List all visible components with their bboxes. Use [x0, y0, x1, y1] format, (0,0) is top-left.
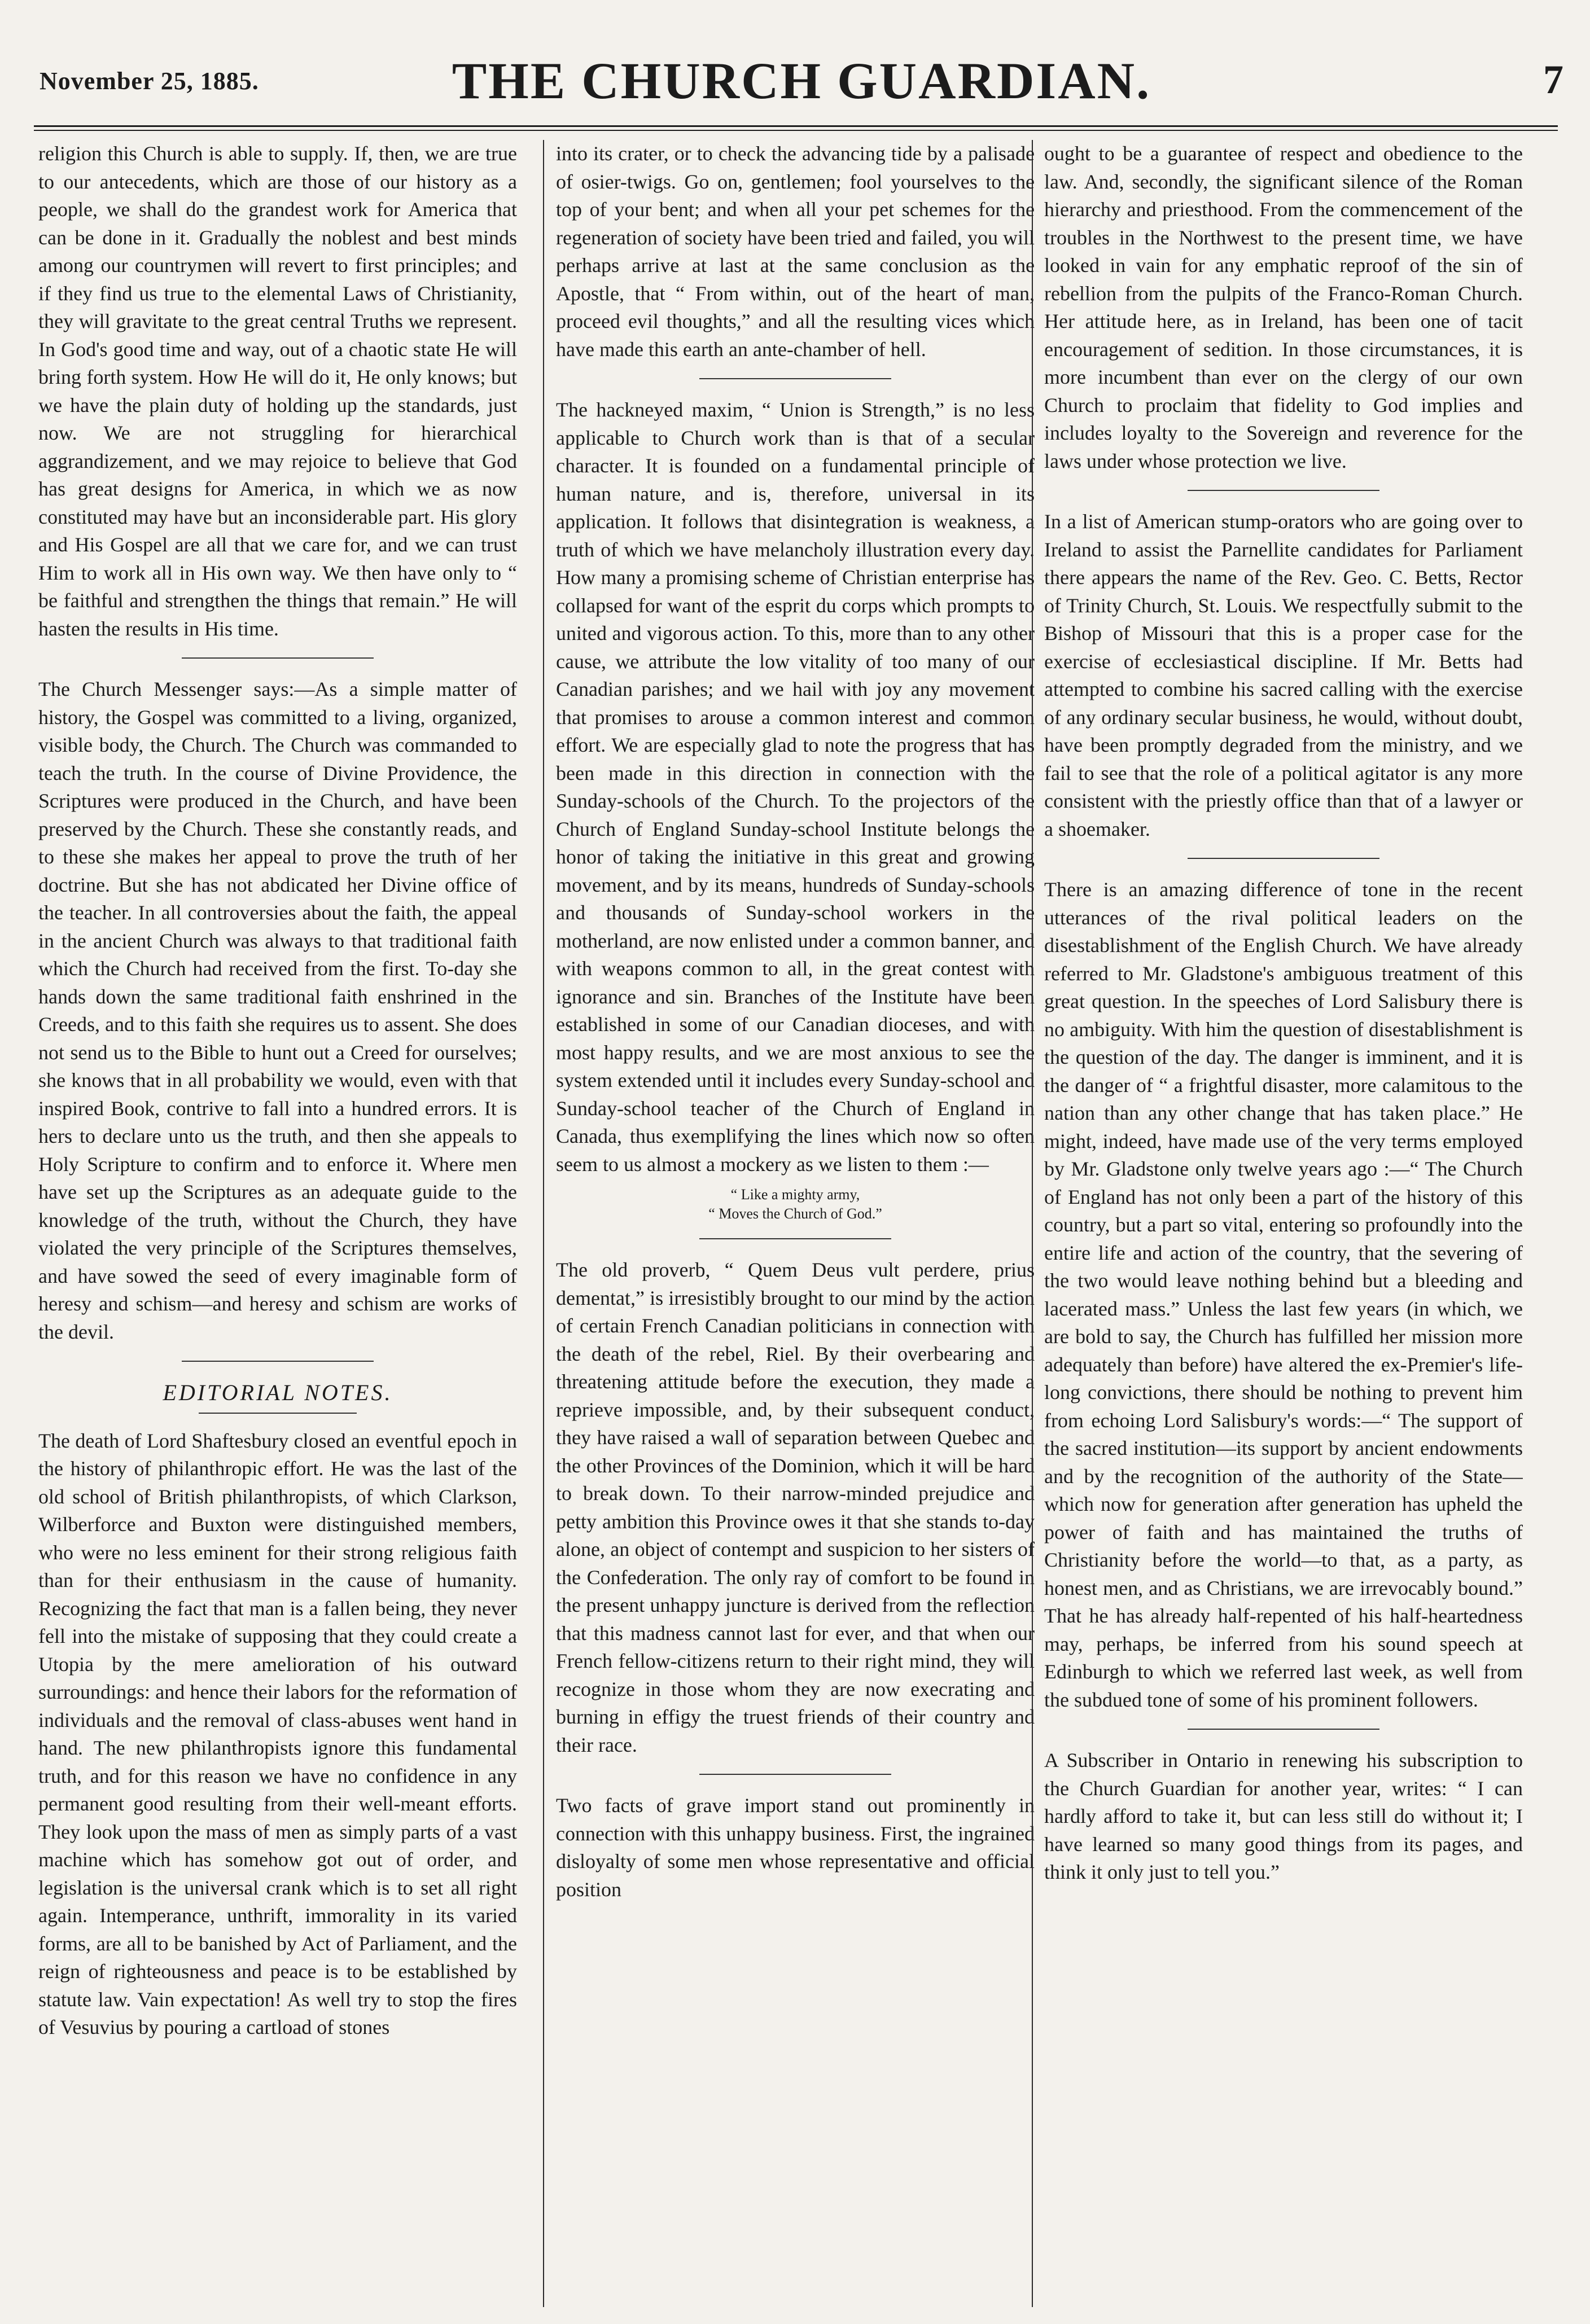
heading-rule	[199, 1413, 357, 1414]
masthead	[40, 0, 1563, 124]
verse-quote	[556, 1185, 1035, 1224]
article-paragraph: The Church Messenger says:—As a simple matter of history, the Gospel was committed to a living, organized, visible body, the Church. The Church was commanded to teach the truth. In the course of Divine Providence, the Scriptures were produced in the Church, and have been preserved by the Church. These she constantly reads, and to these she makes her appeal to prove the truth of her doctrine. But she has not abdicated her Divine office of the teacher. In all controversies about the faith, the appeal in the ancient Church was always to that traditional faith which the Church had received from the first. To-day she hands down the same traditional faith enshrined in the Creeds, and to this faith she requires us to assent. She does not send us to the Bible to hunt out a Creed for ourselves; she knows that in all probability we would, even with that inspired Book, contrive to fall into a hundred errors. It is hers to declare unto us the truth, and then she appeals to Holy Scripture to confirm and to enforce it. Where men have set up the Scriptures as an adequate guide to the knowledge of the truth, without the Church, they have violated the very principle of the Scriptures themselves, and have sowed the seed of every imaginable form of heresy and schism—and heresy and schism are works of the devil.	[38, 678, 517, 1343]
newspaper-title: THE CHURCH GUARDIAN.	[452, 52, 1151, 109]
article-paragraph: ought to be a guarantee of respect and obedience to the law. And, secondly, the significant silence of the Roman hierarchy and priesthood. From the commencement of the troubles in the Northwest to the present time, we have looked in vain for any emphatic reproof of the sin of rebellion from the pulpits of the Franco-Roman Church. Her attitude here, as in Ireland, has been one of tacit encouragement of sedition. In those circumstances, it is more incumbent than ever on the clergy of our own Church to proclaim that fidelity to God implies and includes loyalty to the Sovereign and reverence for the laws under whose protection we live.	[1044, 142, 1523, 472]
section-separator	[182, 657, 374, 659]
article-paragraph: In a list of American stump-orators who are going over to Ireland to assist the Parnellite candidates for Parliament there appears the name of the Rev. Geo. C. Betts, Rector of Trinity Church, St. Louis. We respectfully submit to the Bishop of Missouri that this is a proper case for the exercise of ecclesiastical discipline. If Mr. Betts had attempted to combine his sacred calling with the exercise of any ordinary secular business, he would, without doubt, have been promptly degraded from the ministry, and we fail to see that the role of a political agitator is any more consistent with the priestly office than that of a lawyer or a shoemaker.	[1044, 510, 1523, 840]
article-paragraph: A Subscriber in Ontario in renewing his subscription to the Church Guardian for another year, writes: “ I can hardly afford to take it, but can less still do without it; I have learned so many good things from its pages, and think it only just to tell you.”	[1044, 1749, 1523, 1883]
masthead-rule-thin	[34, 130, 1558, 131]
article-paragraph: into its crater, or to check the advancing tide by a palisade of osier-twigs. Go on, gentlemen; fool yourselves to the top of your bent; and when all your pet schemes for the regeneration of society have been tried and failed, you will perhaps arrive at last at the same conclusion as the Apostle, that “ From within, out of the heart of man, proceed evil thoughts,” and all the resulting vices which have made this earth an ante-chamber of hell.	[556, 142, 1035, 361]
article-paragraph: There is an amazing difference of tone in the recent utterances of the rival political leaders on the disestablishment of the English Church. We have already referred to Mr. Gladstone's ambiguous treatment of this great question. In the speeches of Lord Salisbury there is no ambiguity. With him the question of disestablishment is the question of the day. The danger is imminent, and it is the danger of “ a frightful disaster, more calamitous to the nation than any other change that has taken place.” He might, indeed, have made use of the very terms employed by Mr. Gladstone only twelve years ago :—“ The Church of England has not only been a part of the history of this country, but a part so vital, entering so profoundly into the entire life and action of the country, that the severing of the two would leave nothing behind but a bleeding and lacerated mass.” Unless the last few years (in which, we are bold to say, the Church has fulfilled her mission more adequately than before) have altered the ex-Premier's life-long convictions, there should be nothing to prevent him from echoing Lord Salisbury's words:—“ The support of the sacred institution—its support by ancient endowments and by the recognition of the authority of the State—which now for generation after generation has upheld the power of faith and has maintained the truths of Christianity before the world—to that, as a party, as honest men, and as Christians, we are irrevocably bound.” That he has already half-repented of his half-heartedness may, perhaps, be inferred from his sound speech at Edinburgh to which we referred last week, as well from the subdued tone of some of his prominent followers.	[1044, 878, 1523, 1711]
article-paragraph: The death of Lord Shaftesbury closed an eventful epoch in the history of philanthropic effort. He was the last of the old school of British philanthropists, of which Clarkson, Wilberforce and Buxton were distinguished members, who were no less eminent for their strong religious faith than for their enthusiasm in the cause of humanity. Recognizing the fact that man is a fallen being, they never fell into the mistake of supposing that they could create a Utopia by the mere amelioration of his outward surroundings: and hence their labors for the reformation of individuals and the removal of class-abuses went hand in hand. The new philanthropists ignore this fundamental truth, and for this reason we have no confidence in any permanent good resulting from their well-meant efforts. They look upon the mass of men as simply parts of a vast machine which has somehow got out of order, and legislation is the universal crank which is to set all right again. Intemperance, unthrift, immorality in its varied forms, are all to be banished by Act of Parliament, and the reign of righteousness and peace is to be established by statute law. Vain expectation! As well try to stop the fires of Vesuvius by pouring a cartload of stones	[38, 1429, 517, 2038]
verse-line: “ Moves the Church of God.”	[708, 1205, 882, 1222]
section-separator	[182, 1361, 374, 1362]
article-paragraph: Two facts of grave import stand out prominently in connection with this unhappy business. First, the ingrained disloyalty of some men whose representative and official position	[556, 1794, 1035, 1901]
article-paragraph: The hackneyed maxim, “ Union is Strength,” is no less applicable to Church work than is that of a secular character. It is founded on a fundamental principle of human nature, and is, therefore, universal in its application. It follows that disintegration is weakness, a truth of which we have melancholy illustration every day. How many a promising scheme of Christian enterprise has collapsed for want of the esprit du corps which prompts to united and vigorous action. To this, more than to any other cause, we attribute the low vitality of too many of our Canadian parishes; and we hail with joy any movement that promises to arouse a common interest and common effort. We are especially glad to note the progress that has been made in this direction in connection with the Sunday-schools of the Church. To the projectors of the Church of England Sunday-school Institute belongs the honor of taking the initiative in this great and growing movement, and by its means, hundreds of Sunday-schools and thousands of Sunday-school workers in the motherland, are now enlisted under a common banner, and with weapons common to all, in the great contest with ignorance and sin. Branches of the Institute have been established in some of our Canadian dioceses, and with most happy results, and we are most anxious to see the system extended until it includes every Sunday-school and Sunday-school teacher of the Church of England in Canada, thus exemplifying the lines which now so often seem to us almost a mockery as we listen to them :—	[556, 398, 1035, 1176]
page-number: 7	[1543, 57, 1563, 102]
article-paragraph: religion this Church is able to supply. If, then, we are true to our antecedents, which are those of our history as a people, we shall do the grandest work for America that can be done in it. Gradually the noblest and best minds among our countrymen will revert to first principles; and if they find us true to the elemental Laws of Christianity, they will gravitate to the great central Truths we represent. In God's good time and way, out of a chaotic state He will bring forth system. How He will do it, He only knows; but we have the plain duty of holding up the standards, just now. We are not struggling for hierarchical aggrandizement, and we may rejoice to believe that God has great designs for America, in which we as now constituted may have but an inconsiderable part. His glory and His Gospel are all that we care for, and we can trust Him to work all in His own way. We then have only to “ be faithful and strengthen the things that remain.” He will hasten the results in His time.	[38, 142, 517, 640]
column-1	[38, 140, 517, 2307]
section-separator	[1188, 858, 1379, 859]
issue-date: November 25, 1885.	[40, 67, 259, 95]
masthead-rule	[34, 125, 1558, 127]
section-separator	[699, 1238, 891, 1239]
section-separator	[1188, 490, 1379, 491]
column-2	[556, 140, 1035, 2307]
column-3	[1044, 140, 1523, 2307]
section-separator	[1188, 1729, 1379, 1730]
column-divider	[543, 140, 544, 2307]
section-separator	[699, 1774, 891, 1775]
section-heading: EDITORIAL NOTES.	[163, 1380, 393, 1405]
section-separator	[699, 378, 891, 379]
article-paragraph: The old proverb, “ Quem Deus vult perdere, prius dementat,” is irresistibly brought to our mind by the action of certain French Canadian politicians in connection with the death of the rebel, Riel. By their overbearing and threatening attitude before the execution, they made a reprieve impossible, and, by their subsequent conduct, they have raised a wall of separation between Quebec and the other Provinces of the Dominion, which it will be hard to break down. To their narrow-minded prejudice and petty ambition this Province owes it that she stands to-day alone, an object of contempt and suspicion to her sisters of the Confederation. The only ray of comfort to be found in the present unhappy juncture is derived from the reflection that this madness cannot last for ever, and that when our French fellow-citizens return to their right mind, they will recognize in those whom they are now execrating and burning in effigy the truest friends of their country and their race.	[556, 1259, 1035, 1756]
verse-line: “ Like a mighty army,	[730, 1186, 860, 1203]
